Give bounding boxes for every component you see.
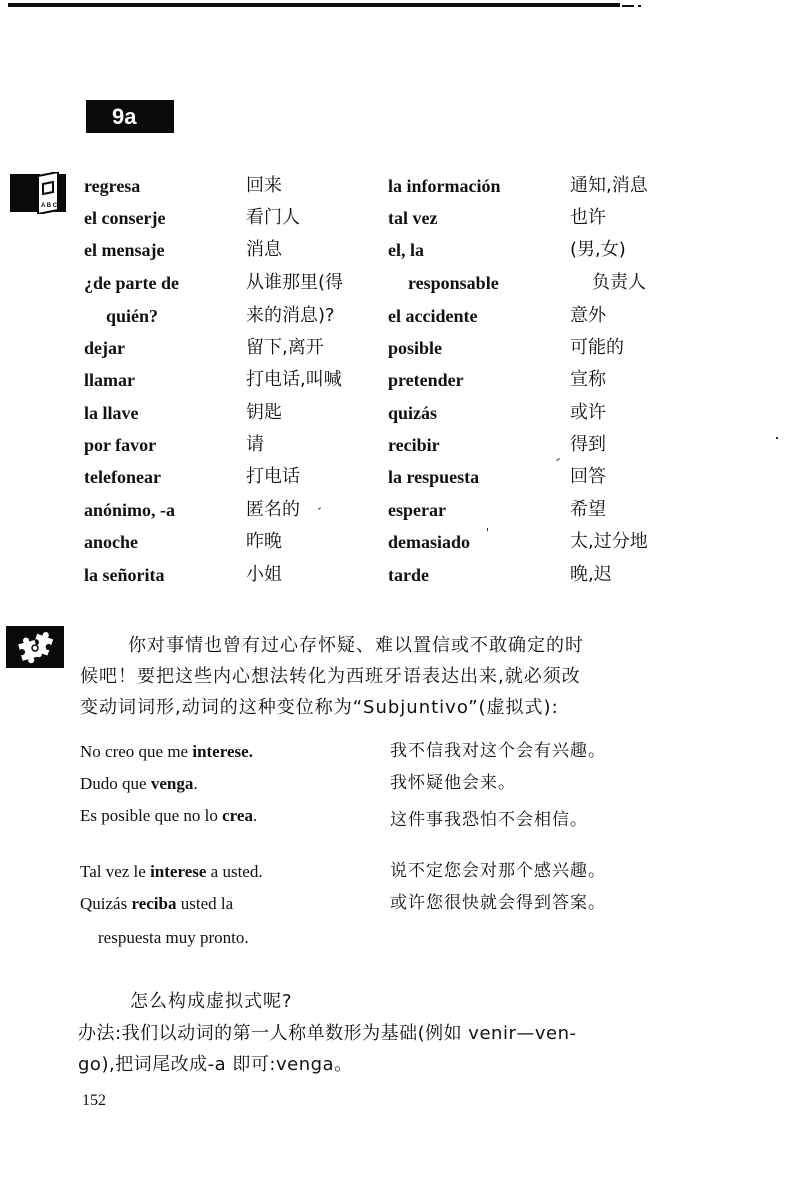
vocab-translation: 打电话 bbox=[246, 466, 300, 487]
example-verb: interese bbox=[150, 862, 207, 881]
example-text: . bbox=[193, 774, 198, 793]
vocab-term: esperar bbox=[388, 500, 446, 520]
svg-text:A B C: A B C bbox=[41, 203, 58, 209]
howto-body bbox=[78, 1018, 678, 1080]
vocab-translation: 从谁那里(得 bbox=[246, 272, 344, 293]
scan-speck bbox=[556, 458, 560, 461]
vocab-term: recibir bbox=[388, 435, 440, 455]
section-tag bbox=[86, 100, 174, 133]
vocab-term: quizás bbox=[388, 403, 438, 423]
example-sentence bbox=[80, 800, 257, 831]
example-text: Dudo que bbox=[80, 774, 151, 793]
vocab-translation: 回答 bbox=[570, 466, 606, 487]
howto-paragraph bbox=[80, 986, 670, 1017]
vocab-term: la señorita bbox=[84, 565, 165, 585]
vocab-term: pretender bbox=[388, 370, 464, 390]
vocab-term: telefonear bbox=[84, 467, 161, 487]
vocab-term: la información bbox=[388, 176, 501, 196]
example-text: . bbox=[248, 742, 253, 761]
vocab-translation: 昨晚 bbox=[246, 531, 282, 552]
section-label: 9a bbox=[112, 103, 137, 129]
top-rule bbox=[8, 3, 620, 7]
vocab-translation: 钥匙 bbox=[246, 402, 282, 423]
vocab-term: llamar bbox=[84, 370, 135, 390]
howto-question: 怎么构成虚拟式呢? bbox=[130, 991, 293, 1012]
example-text: a usted. bbox=[206, 862, 263, 881]
vocab-term: regresa bbox=[84, 176, 141, 196]
vocab-term: anoche bbox=[84, 532, 138, 552]
example-verb: reciba bbox=[131, 894, 177, 913]
vocab-term: por favor bbox=[84, 435, 157, 455]
vocab-translation: 或许 bbox=[570, 402, 606, 423]
vocab-translation: 负责人 bbox=[592, 272, 646, 293]
vocab-translation: 太,过分地 bbox=[570, 531, 648, 552]
example-text: Tal vez le bbox=[80, 862, 151, 881]
vocab-translation: 可能的 bbox=[570, 337, 624, 358]
example-verb: venga bbox=[150, 774, 194, 793]
vocab-term: el conserje bbox=[84, 208, 166, 228]
vocab-term: demasiado bbox=[388, 532, 471, 552]
vocab-term: dejar bbox=[84, 338, 125, 358]
vocab-translation: 晚,迟 bbox=[570, 564, 612, 585]
top-rule-tail bbox=[622, 5, 634, 7]
vocab-translation: 意外 bbox=[570, 305, 606, 326]
vocab-term: tal vez bbox=[388, 208, 438, 228]
book-abc-icon bbox=[8, 172, 68, 214]
scan-speck bbox=[776, 437, 778, 439]
example-sentence-continuation bbox=[98, 922, 249, 953]
vocab-translation: 宣称 bbox=[570, 369, 606, 390]
example-text: . bbox=[252, 806, 258, 825]
vocab-translation: 请 bbox=[246, 434, 264, 455]
example-translation: 或许您很快就会得到答案。 bbox=[390, 893, 606, 913]
example-sentence bbox=[80, 736, 253, 767]
example-verb: interese bbox=[192, 742, 249, 761]
example-sentence bbox=[80, 768, 198, 799]
example-text: No creo que me bbox=[80, 742, 193, 761]
vocab-term: la llave bbox=[84, 403, 139, 423]
example-text: respuesta muy pronto. bbox=[98, 928, 249, 947]
example-translation: 这件事我恐怕不会相信。 bbox=[390, 810, 588, 830]
vocab-translation: 小姐 bbox=[246, 564, 282, 585]
example-sentence bbox=[80, 888, 233, 919]
example-translation: 我怀疑他会来。 bbox=[390, 773, 516, 793]
example-sentence bbox=[80, 856, 263, 887]
example-verb: crea bbox=[222, 806, 253, 825]
page-number: 152 bbox=[82, 1092, 106, 1109]
vocab-translation: 打电话,叫喊 bbox=[246, 369, 342, 390]
intro-paragraph bbox=[80, 630, 670, 723]
vocab-term: tarde bbox=[388, 565, 429, 585]
vocab-translation: (男,女) bbox=[570, 239, 626, 260]
vocab-translation: 得到 bbox=[570, 434, 606, 455]
puzzle-icon bbox=[6, 626, 64, 668]
vocab-term: ¿de parte de bbox=[84, 273, 179, 293]
vocab-term: la respuesta bbox=[388, 467, 480, 487]
intro-line: 候吧！要把这些内心想法转化为西班牙语表达出来,就必须改 bbox=[80, 666, 581, 687]
vocab-translation: 希望 bbox=[570, 499, 606, 520]
vocab-term: el accidente bbox=[388, 306, 478, 326]
intro-line: 变动词词形,动词的这种变位称为“Subjuntivo”(虚拟式): bbox=[80, 697, 559, 718]
example-translation: 我不信我对这个会有兴趣。 bbox=[390, 741, 606, 761]
vocab-term: responsable bbox=[408, 273, 499, 293]
howto-line: 办法:我们以动词的第一人称单数形为基础(例如 venir—ven- bbox=[78, 1023, 577, 1044]
vocab-term: el mensaje bbox=[84, 240, 165, 260]
vocab-term: anónimo, -a bbox=[84, 500, 176, 520]
vocab-translation: 通知,消息 bbox=[570, 175, 648, 196]
scan-speck bbox=[487, 528, 488, 531]
vocab-translation: 留下,离开 bbox=[246, 337, 324, 358]
vocab-term: quién? bbox=[106, 306, 159, 326]
vocab-translation: 来的消息)? bbox=[246, 305, 335, 326]
vocab-translation: 匿名的 bbox=[246, 499, 300, 520]
example-text: usted la bbox=[176, 894, 234, 913]
howto-line: go),把词尾改成-a 即可:venga。 bbox=[78, 1054, 353, 1075]
scan-speck bbox=[318, 507, 321, 510]
vocab-term: el, la bbox=[388, 240, 424, 260]
example-text: Quizás bbox=[80, 894, 132, 913]
top-rule-tail bbox=[638, 5, 641, 7]
vocab-translation: 也许 bbox=[570, 207, 606, 228]
vocab-translation: 消息 bbox=[246, 239, 282, 260]
intro-line: 你对事情也曾有过心存怀疑、难以置信或不敢确定的时 bbox=[128, 635, 584, 656]
example-translation: 说不定您会对那个感兴趣。 bbox=[390, 861, 606, 881]
vocab-translation: 回来 bbox=[246, 175, 282, 196]
vocab-term: posible bbox=[388, 338, 443, 358]
example-text: Es posible que no lo bbox=[80, 806, 223, 825]
vocab-translation: 看门人 bbox=[246, 207, 300, 228]
